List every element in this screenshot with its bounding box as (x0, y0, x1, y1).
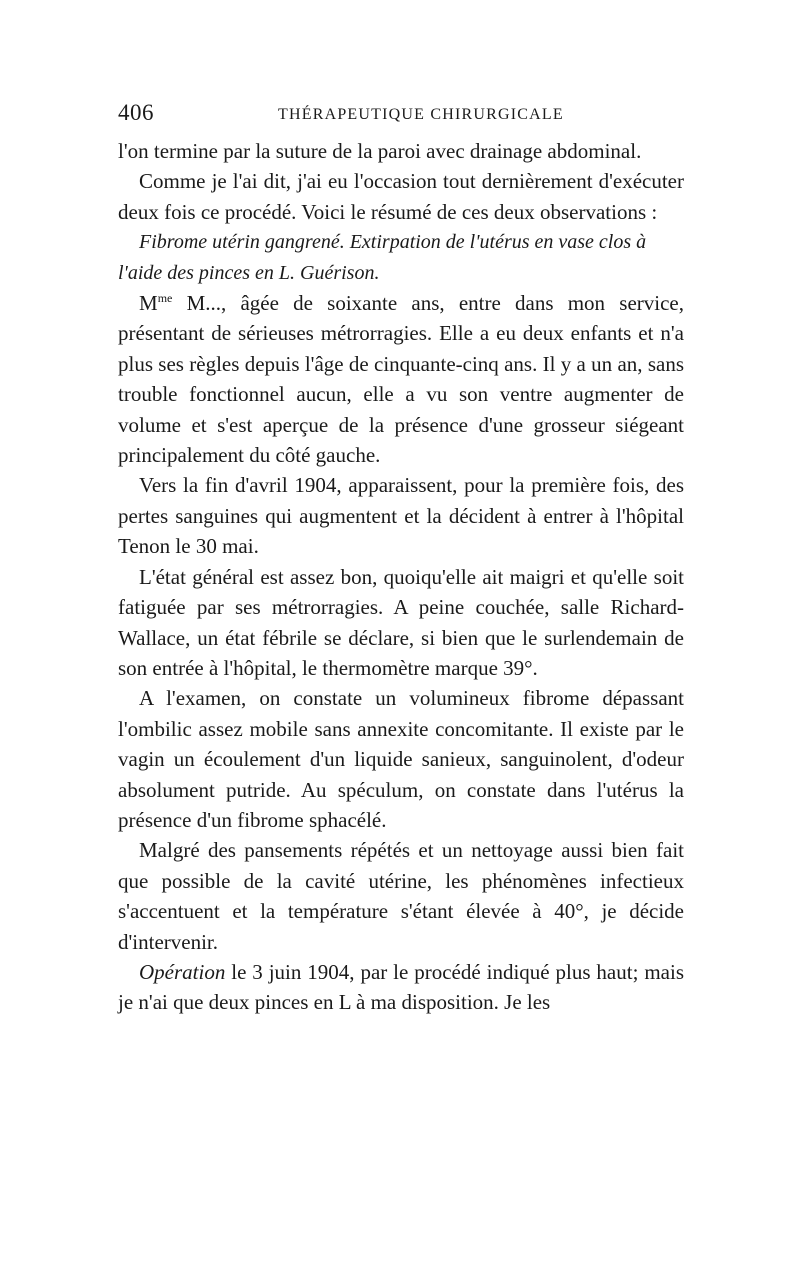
page-number: 406 (118, 100, 154, 125)
page-header (118, 100, 684, 136)
running-title: THÉRAPEUTIQUE CHIRURGICALE (278, 106, 564, 123)
paragraph-state: L'état général est assez bon, quoiqu'elle ait maigri et qu'elle soit fatiguée par ses métrorragies. A peine couchée, salle Richard-Wallace, un état fébrile se déclare, si bien que le surlendemain de son entrée à l'hôpital, le thermomètre marque 39°. (118, 564, 684, 680)
case-title-line2: l'aide des pinces en L. Guérison. (118, 261, 380, 284)
case-title (118, 227, 684, 288)
paragraph-history: Vers la fin d'avril 1904, apparaissent, pour la première fois, des pertes sanguines qui augmentent et la décident à entrer à l'hôpital Tenon le 30 mai. (118, 473, 684, 559)
paragraph-intro: Comme je l'ai dit, j'ai eu l'occasion tout dernièrement d'exécuter deux fois ce procédé. Voici le résumé de ces deux observations : (118, 169, 684, 224)
title-abbrev-sup: me (157, 291, 173, 306)
operation-label: Opération (139, 959, 226, 984)
paragraph-operation-text: le 3 juin 1904, par le procédé indiqué plus haut; mais je n'ai que deux pinces en L à ma disposition. Je les (118, 959, 684, 1015)
paragraph-patient (118, 288, 684, 470)
body-text (118, 136, 684, 1018)
paragraph-patient-text: M..., âgée de soixante ans, entre dans mon service, présentant de sérieuses métrorragies. Elle a eu deux enfants et n'a plus ses règles depuis l'âge de cinquante-cinq ans. Il y a un an, sans trouble fonctionnel aucun, elle a vu son ventre augmenter de volume et s'est aperçue de la présence d'une grosseur siégeant principalement du côté gauche. (118, 291, 684, 468)
book-page (118, 100, 684, 1018)
paragraph-operation (118, 957, 684, 1018)
paragraph-decision: Malgré des pansements répétés et un nettoyage aussi bien fait que possible de la cavité utérine, les phénomènes infectieux s'accentuent et la température s'étant élevée à 40°, je décide d'intervenir. (118, 838, 684, 954)
paragraph-continuation: l'on termine par la suture de la paroi avec drainage abdominal. (118, 139, 642, 163)
title-abbrev: M (139, 291, 158, 316)
case-title-line1: Fibrome utérin gangrené. Extirpation de l'utérus en vase clos à (139, 231, 647, 254)
paragraph-exam: A l'examen, on constate un volumineux fibrome dépassant l'ombilic assez mobile sans annexite concomitante. Il existe par le vagin un écoulement d'un liquide sanieux, sanguinolent, d'odeur absolument putride. Au spéculum, on constate dans l'utérus la présence d'un fibrome sphacélé. (118, 686, 684, 832)
